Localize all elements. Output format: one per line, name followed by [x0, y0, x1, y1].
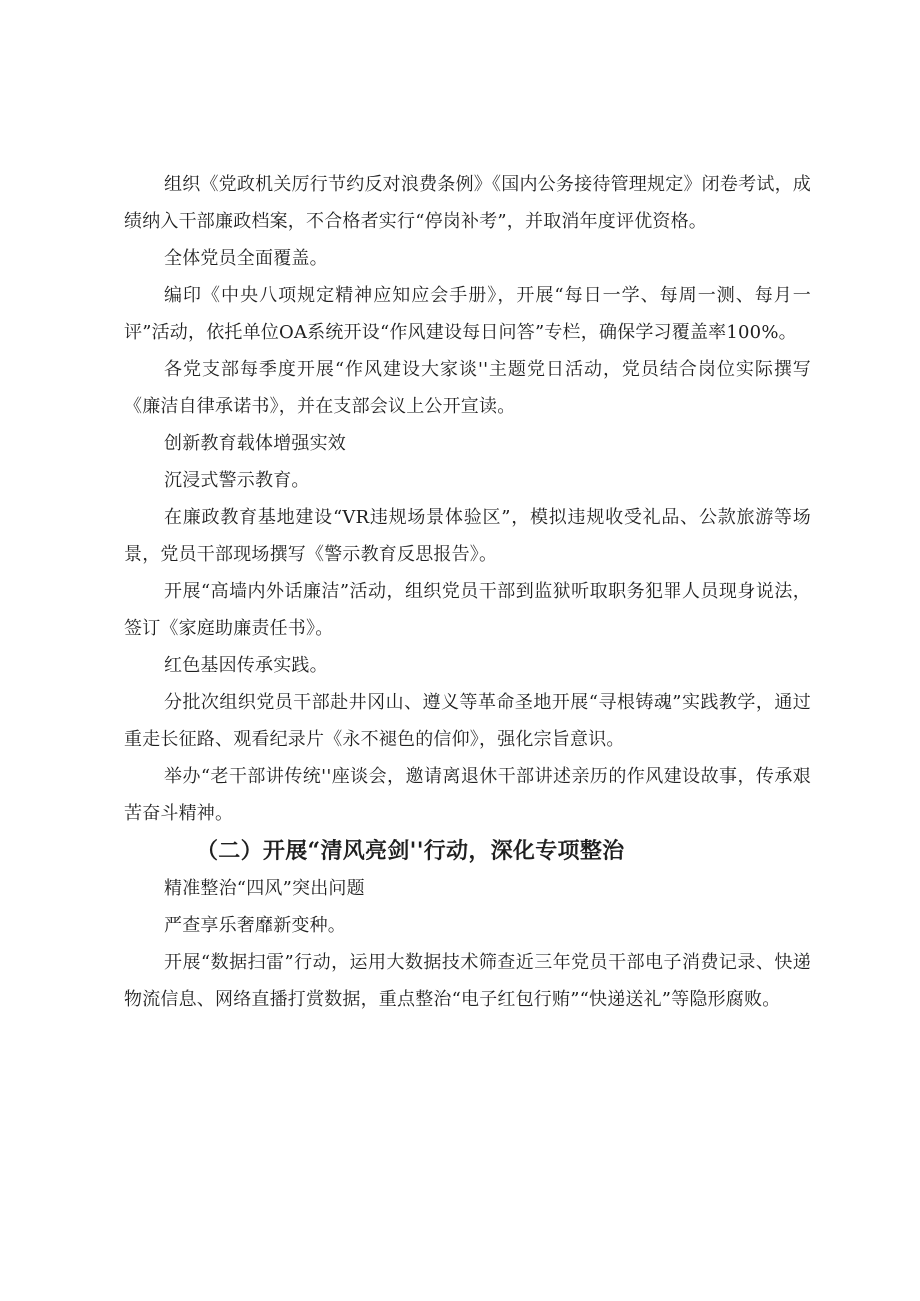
- paragraph-luxury-title: 严查享乐奢靡新变种。: [164, 915, 346, 936]
- paragraph-party-branch: 各党支部每季度开展“作风建设大家谈''主题党日活动，党员结合岗位实际撰写《廉洁自律承诺书》，并在支部会议上公开宣读。: [124, 359, 811, 417]
- paragraph-handbook: 编印《中央八项规定精神应知应会手册》，开展“每日一学、每周一测、每月一评”活动，依托单位OA系统开设“作风建设每日问答”专栏，确保学习覆盖率100%。: [124, 285, 811, 343]
- paragraph-red-gene-title: 红色基因传承实践。: [164, 655, 328, 676]
- paragraph-prison-visit: 开展“高墙内外话廉洁”活动，组织党员干部到监狱听取职务犯罪人员现身说法，签订《家庭助廉责任书》。: [124, 581, 811, 639]
- paragraph-exam: 组织《党政机关厉行节约反对浪费条例》《国内公务接待管理规定》闭卷考试，成绩纳入干部廉政档案，不合格者实行“停岗补考”，并取消年度评优资格。: [124, 174, 811, 232]
- paragraph-four-winds-title: 精准整治“四风”突出问题: [164, 878, 365, 899]
- paragraph-innovation-title: 创新教育载体增强实效: [164, 433, 346, 454]
- paragraph-vr-zone: 在廉政教育基地建设“VR违规场景体验区”，模拟违规收受礼品、公款旅游等场景，党员干部现场撰写《警示教育反思报告》。: [124, 507, 811, 565]
- paragraph-coverage: 全体党员全面覆盖。: [164, 248, 328, 269]
- paragraph-immersive-title: 沉浸式警示教育。: [164, 470, 310, 491]
- paragraph-red-tour: 分批次组织党员干部赴井冈山、遵义等革命圣地开展“寻根铸魂”实践教学，通过重走长征路、观看纪录片《永不褪色的信仰》，强化宗旨意识。: [124, 692, 811, 750]
- document-body: [124, 166, 811, 1018]
- section-heading: （二）开展“清风亮剑''行动，深化专项整治: [196, 838, 625, 864]
- paragraph-data-sweep: 开展“数据扫雷”行动，运用大数据技术筛查近三年党员干部电子消费记录、快递物流信息、网络直播打赏数据，重点整治“电子红包行贿”“快递送礼”等隐形腐败。: [124, 952, 811, 1010]
- paragraph-veteran-talk: 举办“老干部讲传统''座谈会，邀请离退休干部讲述亲历的作风建设故事，传承艰苦奋斗精神。: [124, 766, 811, 824]
